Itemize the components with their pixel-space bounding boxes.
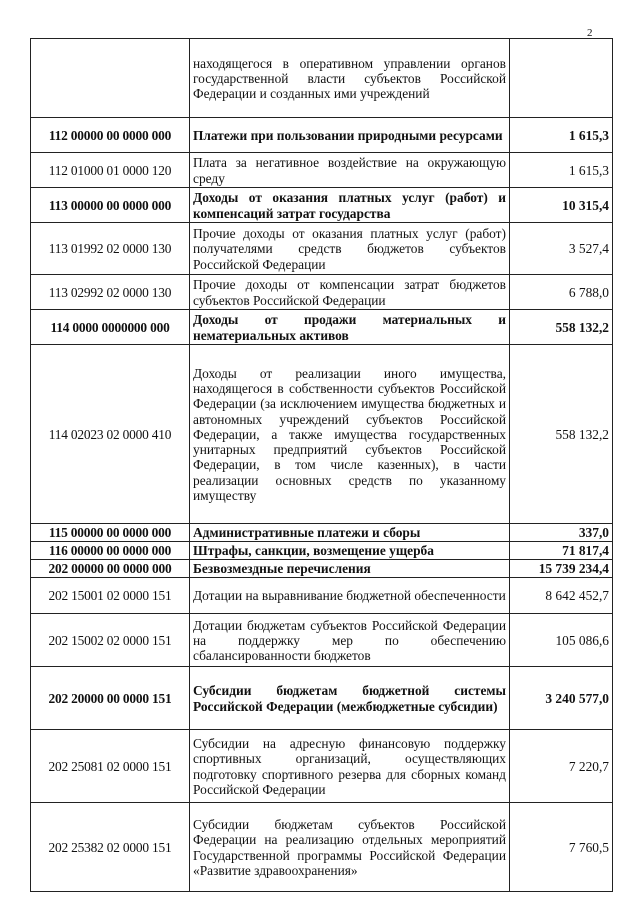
budget-code: 202 15001 02 0000 151 <box>31 578 190 614</box>
revenue-amount: 3 240 577,0 <box>510 667 613 730</box>
budget-code: 202 20000 00 0000 151 <box>31 667 190 730</box>
revenue-name: Доходы от оказания платных услуг (работ) и компенсаций затрат государства <box>190 188 510 223</box>
revenue-amount: 1 615,3 <box>510 153 613 188</box>
page-number: 2 <box>587 27 593 39</box>
table-row <box>31 803 613 892</box>
revenue-amount: 6 788,0 <box>510 275 613 310</box>
table-row <box>31 188 613 223</box>
revenue-name: Административные платежи и сборы <box>190 524 510 542</box>
revenue-amount: 10 315,4 <box>510 188 613 223</box>
revenue-name: Субсидии на адресную финансовую поддержку спортивных организаций, осуществляющих подготовку спортивного резерва для сборных команд Российской Федерации <box>190 730 510 803</box>
budget-code: 114 0000 0000000 000 <box>31 310 190 345</box>
budget-code: 202 15002 02 0000 151 <box>31 614 190 667</box>
table-row <box>31 614 613 667</box>
revenue-name: Доходы от продажи материальных и нематериальных активов <box>190 310 510 345</box>
revenue-amount: 558 132,2 <box>510 345 613 524</box>
budget-code: 113 00000 00 0000 000 <box>31 188 190 223</box>
budget-code: 113 02992 02 0000 130 <box>31 275 190 310</box>
table-row <box>31 118 613 153</box>
budget-code: 202 25382 02 0000 151 <box>31 803 190 892</box>
budget-code: 113 01992 02 0000 130 <box>31 223 190 275</box>
table-row <box>31 730 613 803</box>
table-row <box>31 560 613 578</box>
table-row <box>31 542 613 560</box>
revenue-name: Доходы от реализации иного имущества, находящегося в собственности субъектов Российской Федерации (за исключением имущества бюджетных и автономных учреждений субъектов Российской Федерации, а также имущества государственных унитарных предприятий субъектов Российской Федерации, в том числе казенных), в части реализации основных средств по указанному имуществу <box>190 345 510 524</box>
budget-code: 114 02023 02 0000 410 <box>31 345 190 524</box>
budget-code: 116 00000 00 0000 000 <box>31 542 190 560</box>
budget-code: 112 01000 01 0000 120 <box>31 153 190 188</box>
revenue-amount: 1 615,3 <box>510 118 613 153</box>
budget-code <box>31 39 190 118</box>
table-row <box>31 578 613 614</box>
budget-code: 112 00000 00 0000 000 <box>31 118 190 153</box>
budget-code: 115 00000 00 0000 000 <box>31 524 190 542</box>
table-row <box>31 39 613 118</box>
table-row <box>31 667 613 730</box>
revenue-name: Дотации на выравнивание бюджетной обеспеченности <box>190 578 510 614</box>
revenue-name: Платежи при пользовании природными ресурсами <box>190 118 510 153</box>
revenue-table-body <box>31 39 613 892</box>
revenue-name: Прочие доходы от оказания платных услуг (работ) получателями средств бюджетов субъектов Российской Федерации <box>190 223 510 275</box>
revenue-amount <box>510 39 613 118</box>
revenue-name: Дотации бюджетам субъектов Российской Федерации на поддержку мер по обеспечению сбалансированности бюджетов <box>190 614 510 667</box>
revenue-amount: 8 642 452,7 <box>510 578 613 614</box>
revenue-amount: 15 739 234,4 <box>510 560 613 578</box>
revenue-amount: 105 086,6 <box>510 614 613 667</box>
table-row <box>31 153 613 188</box>
table-row <box>31 345 613 524</box>
revenue-amount: 7 220,7 <box>510 730 613 803</box>
revenue-amount: 558 132,2 <box>510 310 613 345</box>
revenue-name: Субсидии бюджетам бюджетной системы Российской Федерации (межбюджетные субсидии) <box>190 667 510 730</box>
table-row <box>31 310 613 345</box>
revenue-name: Безвозмездные перечисления <box>190 560 510 578</box>
table-row <box>31 223 613 275</box>
revenue-amount: 7 760,5 <box>510 803 613 892</box>
revenue-amount: 337,0 <box>510 524 613 542</box>
revenue-amount: 3 527,4 <box>510 223 613 275</box>
revenue-name: Прочие доходы от компенсации затрат бюджетов субъектов Российской Федерации <box>190 275 510 310</box>
revenue-name: Субсидии бюджетам субъектов Российской Федерации на реализацию отдельных мероприятий Государственной программы Российской Федерации «Развитие здравоохранения» <box>190 803 510 892</box>
revenue-amount: 71 817,4 <box>510 542 613 560</box>
revenue-name: Плата за негативное воздействие на окружающую среду <box>190 153 510 188</box>
budget-code: 202 25081 02 0000 151 <box>31 730 190 803</box>
revenue-name: Штрафы, санкции, возмещение ущерба <box>190 542 510 560</box>
budget-code: 202 00000 00 0000 000 <box>31 560 190 578</box>
table-row <box>31 275 613 310</box>
table-row <box>31 524 613 542</box>
revenue-table <box>30 38 613 892</box>
revenue-name: находящегося в оперативном управлении органов государственной власти субъектов Российской Федерации и созданных ими учреждений <box>190 39 510 118</box>
